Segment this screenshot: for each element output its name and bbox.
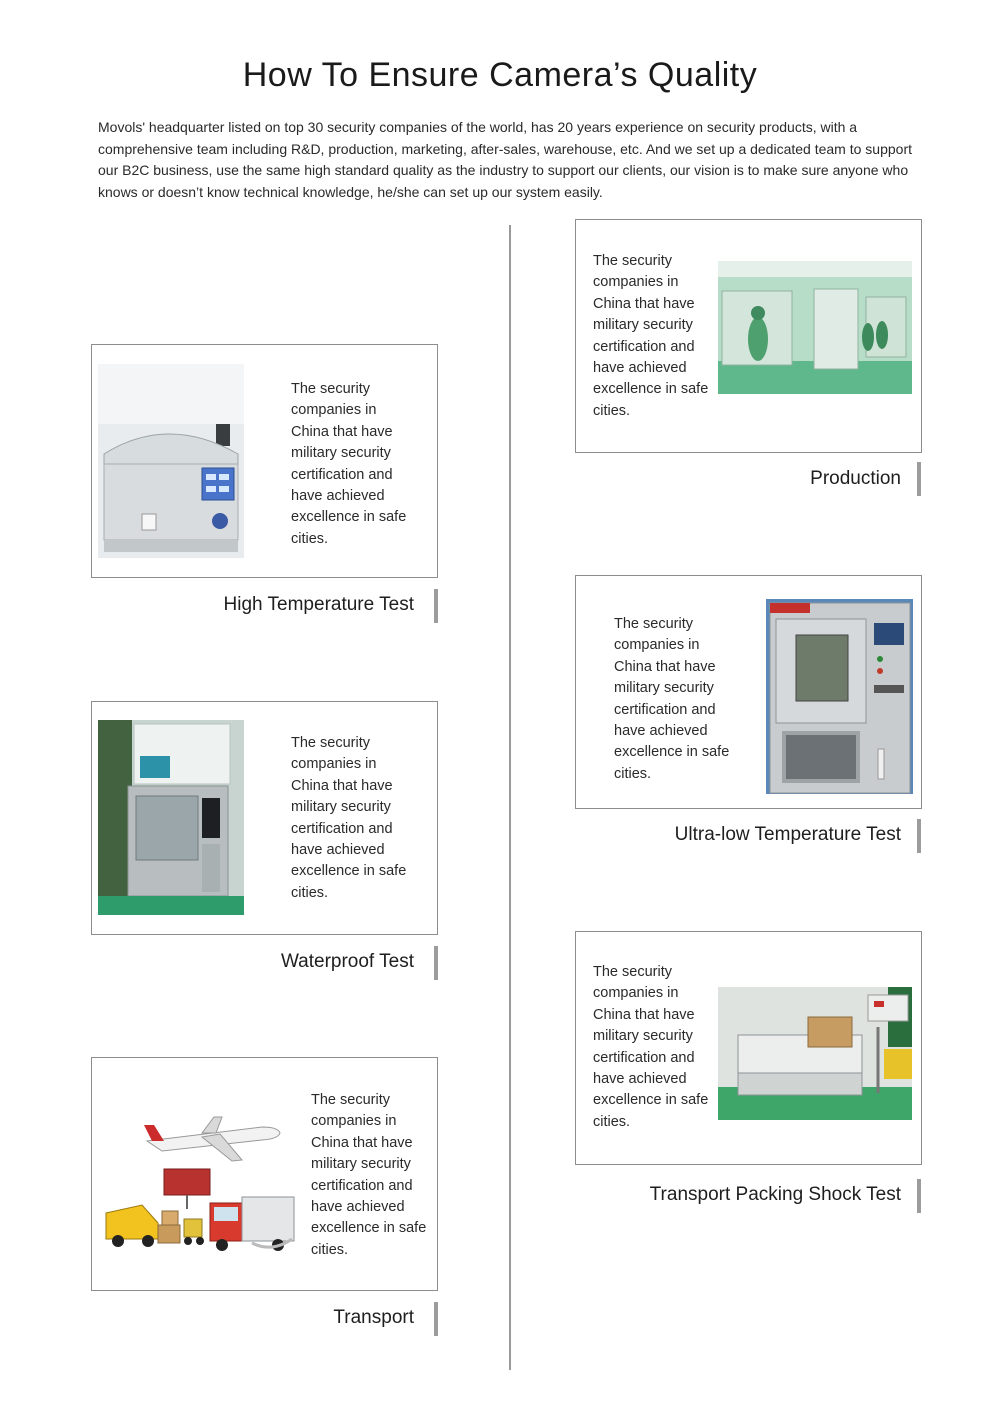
cleanroom-production-line-image [718,261,912,394]
caption-accent-bar [917,1179,921,1213]
card-description: The security companies in China that have military security certification and have achieved excellence in safe cities. [593,253,709,419]
card-waterproof-test [91,701,438,935]
caption-transport-packing-shock-test: Transport Packing Shock Test [649,1184,901,1205]
page-title: How To Ensure Camera’s Quality [242,56,758,94]
caption-ultra-low-temperature-test: Ultra-low Temperature Test [674,824,901,845]
salt-spray-test-chamber-image [98,364,244,558]
card-transport [91,1057,438,1291]
caption-transport: Transport [333,1307,414,1328]
caption-production: Production [810,468,901,489]
card-description: The security companies in China that have military security certification and have achieved excellence in safe cities. [593,964,709,1130]
card-description: The security companies in China that have military security certification and have achieved excellence in safe cities. [614,616,730,782]
caption-accent-bar [434,946,438,980]
card-transport-packing-shock-test [575,931,922,1165]
card-description: The security companies in China that have military security certification and have achieved excellence in safe cities. [291,381,407,547]
card-ultra-low-temperature-test [575,575,922,809]
card-high-temperature-test [91,344,438,578]
waterproof-test-chamber-image [98,720,244,915]
card-description: The security companies in China that have military security certification and have achieved excellence in safe cities. [311,1092,427,1258]
center-divider [509,225,511,1370]
climate-test-chamber-image [766,599,913,794]
card-production [575,219,922,453]
vibration-shock-table-image [718,987,912,1120]
caption-waterproof-test: Waterproof Test [280,951,414,972]
caption-accent-bar [434,1302,438,1336]
intro-paragraph: Movols' headquarter listed on top 30 security companies of the world, has 20 years experience on security products, with a comprehensive team including R&D, production, marketing, after-sales, warehouse, etc. And we set up a dedicated team to support our B2C business, use the same high standard quality as the industry to support our clients, our vision is to make sure anyone who knows or doesn’t know technical knowledge, he/she can set up our system easily. [98,119,912,200]
logistics-image [102,1113,302,1263]
caption-accent-bar [917,819,921,853]
card-description: The security companies in China that have military security certification and have achieved excellence in safe cities. [291,735,407,901]
caption-accent-bar [917,462,921,496]
caption-accent-bar [434,589,438,623]
caption-high-temperature-test: High Temperature Test [223,594,414,615]
